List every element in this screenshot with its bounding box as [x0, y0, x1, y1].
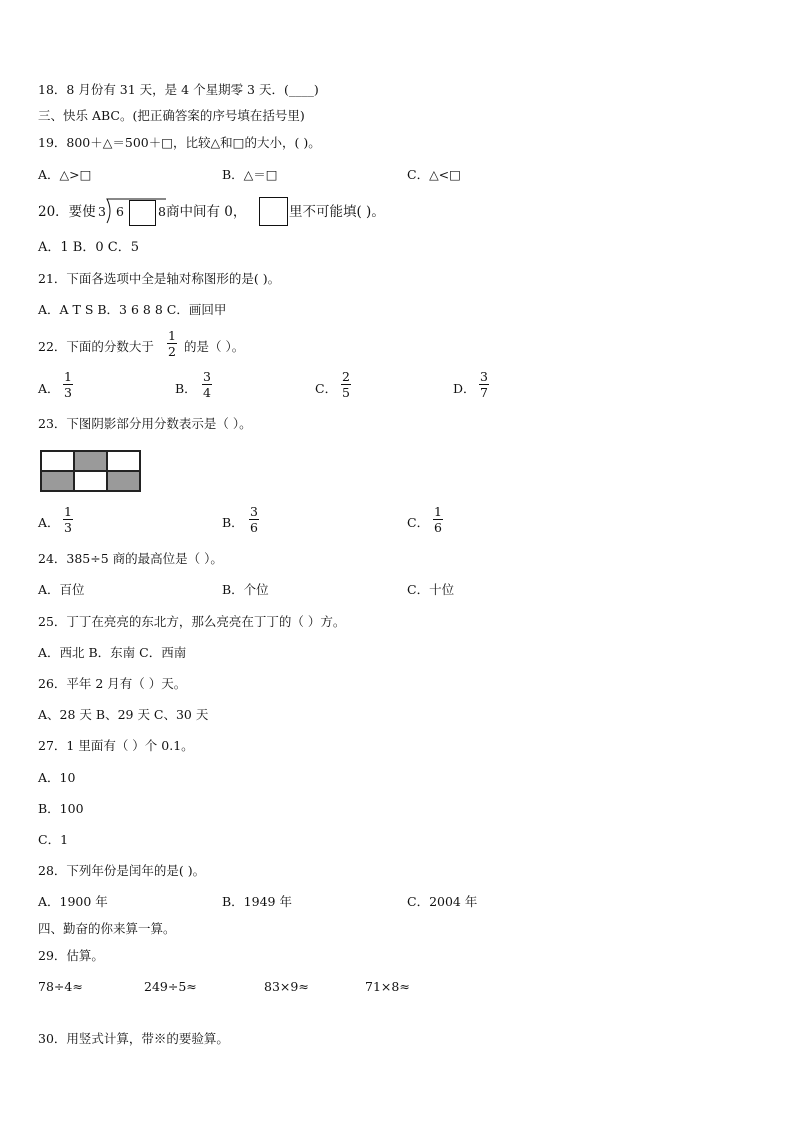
q30-stem: 30．用竖式计算，带※的要验算。 [38, 1031, 229, 1046]
q18: 18．8 月份有 31 天，是 4 个星期零 3 天．(____) [38, 82, 319, 97]
q24-option-a: A．百位 [38, 582, 85, 597]
estimate-1: 78÷4≈ [38, 979, 83, 994]
q29-stem: 29．估算。 [38, 948, 104, 963]
grid-cell [74, 471, 107, 491]
q24-option-c: C．十位 [407, 582, 455, 597]
q27-option-a: A．10 [38, 770, 76, 785]
q19-option-a: A．△>□ [38, 167, 92, 182]
q24-option-b: B．个位 [222, 582, 269, 597]
fraction: 1 3 [64, 369, 72, 400]
q19-option-c: C．△<□ [407, 167, 461, 182]
fraction: 3 7 [480, 369, 488, 400]
q28-option-b: B．1949 年 [222, 894, 292, 909]
shaded-cell [74, 451, 107, 471]
fraction: 1 3 [64, 504, 72, 535]
q26-stem: 26．平年 2 月有（ ）天。 [38, 676, 187, 691]
grid-cell [107, 451, 140, 471]
q23-stem: 23．下图阴影部分用分数表示是（ ）。 [38, 416, 252, 431]
q21-options: A．A T S B．3 6 8 8 C．画回甲 [38, 302, 227, 317]
q25-stem: 25．丁丁在亮亮的东北方，那么亮亮在丁丁的（ ）方。 [38, 614, 346, 629]
q28-option-a: A．1900 年 [38, 894, 108, 909]
q25-options: A．西北 B．东南 C．西南 [38, 645, 187, 660]
blank-digit-box [129, 200, 156, 226]
shaded-cell [107, 471, 140, 491]
fraction: 3 4 [203, 369, 211, 400]
q28-option-c: C．2004 年 [407, 894, 478, 909]
estimate-4: 71×8≈ [365, 979, 410, 994]
blank-box [259, 197, 288, 226]
fraction: 1 6 [434, 504, 442, 535]
q26-options: A、28 天 B、29 天 C、30 天 [38, 707, 209, 722]
estimate-3: 83×9≈ [264, 979, 309, 994]
fraction: 2 5 [342, 369, 350, 400]
section-4-title: 四、勤奋的你来算一算。 [38, 921, 176, 936]
shaded-grid [40, 450, 141, 492]
q20-options: A．1 B．0 C．5 [38, 240, 139, 255]
q28-stem: 28．下列年份是闰年的是( )。 [38, 863, 206, 878]
shaded-cell [41, 471, 74, 491]
q27-option-c: C．1 [38, 832, 69, 847]
q24-stem: 24．385÷5 商的最高位是（ ）。 [38, 551, 223, 566]
q21-stem: 21．下面各选项中全是轴对称图形的是( )。 [38, 271, 281, 286]
q19-option-b: B．△＝□ [222, 167, 278, 182]
estimate-2: 249÷5≈ [144, 979, 197, 994]
q27-stem: 27．1 里面有（ ）个 0.1。 [38, 738, 194, 753]
q19-stem: 19．800＋△＝500＋□，比较△和□的大小，( )。 [38, 135, 321, 150]
q27-option-b: B．100 [38, 801, 84, 816]
section-3-title: 三、快乐 ABC。(把正确答案的序号填在括号里) [38, 108, 305, 123]
fraction: 1 2 [168, 328, 176, 359]
grid-cell [41, 451, 74, 471]
fraction: 3 6 [250, 504, 258, 535]
